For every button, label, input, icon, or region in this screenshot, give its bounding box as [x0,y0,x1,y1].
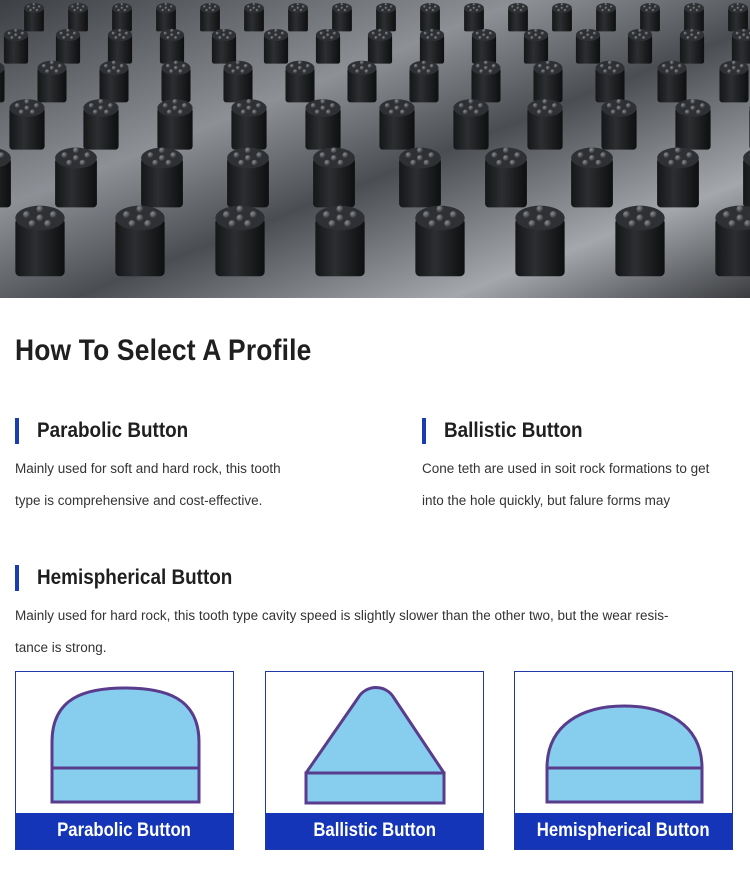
drill-bit-icon [415,205,464,276]
drill-bit-icon [305,99,340,150]
section-description [15,600,745,664]
card-label: Ballistic Button [266,813,483,849]
drill-bit-icon [108,29,132,64]
drill-bit-icon [200,3,220,31]
description-line: into the hole quickly, but falure forms may [422,493,671,508]
section-hemispherical [15,565,745,664]
drill-bit-icon [715,205,750,276]
drill-bit-icon [719,61,748,103]
drill-bit-icon [515,205,564,276]
description-line: tance is strong. [15,640,107,655]
drill-bit-icon [368,29,392,64]
drill-bit-icon [596,3,616,31]
drill-bit-icon [485,147,527,207]
drill-bit-icon [56,29,80,64]
drill-bit-icon [615,205,664,276]
drill-bit-icon [215,205,264,276]
drill-bit-icon [533,61,562,103]
drill-bit-icon [640,3,660,31]
drill-bit-icon [571,147,613,207]
drill-bit-icon [409,61,438,103]
page-title: How To Select A Profile [15,334,312,367]
parabolic-profile-icon [16,672,235,815]
drill-bit-icon [0,61,5,103]
drill-bit-icon [227,147,269,207]
drill-bit-icon [601,99,636,150]
drill-bit-icon [244,3,264,31]
drill-bit-icon [141,147,183,207]
drill-bit-icon [657,147,699,207]
section-title: Parabolic Button [37,419,189,442]
drill-bit-icon [743,147,750,207]
drill-bit-icon [332,3,352,31]
drill-bit-icon [420,29,444,64]
description-line: Cone teth are used in soit rock formations to get [422,461,710,476]
drill-bit-icon [285,61,314,103]
drill-bits-photo [0,0,750,298]
hemispherical-profile-icon [515,672,734,815]
drill-bit-icon [313,147,355,207]
card-parabolic [15,671,234,850]
drill-bit-icon [471,61,500,103]
drill-bit-icon [347,61,376,103]
drill-bit-icon [399,147,441,207]
card-ballistic [265,671,484,850]
drill-bit-icon [675,99,710,150]
card-label: Parabolic Button [16,813,233,849]
section-parabolic [15,418,345,517]
section-ballistic [422,418,742,517]
drill-bit-icon [315,205,364,276]
section-description [422,453,742,517]
accent-bar [15,418,19,444]
hero-image [0,0,750,298]
drill-bit-icon [376,3,396,31]
drill-bit-icon [453,99,488,150]
section-header [15,565,745,595]
accent-bar [422,418,426,444]
drill-bit-icon [576,29,600,64]
drill-bit-icon [379,99,414,150]
drill-bit-icon [112,3,132,31]
drill-bit-icon [316,29,340,64]
description-line: type is comprehensive and cost-effective. [15,493,263,508]
drill-bit-icon [4,29,28,64]
drill-bit-icon [420,3,440,31]
card-hemispherical [514,671,733,850]
drill-bit-icon [115,205,164,276]
drill-bit-icon [472,29,496,64]
drill-bit-icon [24,3,44,31]
section-header [422,418,742,448]
drill-bit-icon [732,29,750,64]
drill-bit-icon [37,61,66,103]
drill-bit-icon [9,99,44,150]
drill-bit-icon [83,99,118,150]
ballistic-profile-icon [266,672,485,815]
section-header [15,418,345,448]
drill-bit-icon [15,205,64,276]
section-description [15,453,345,517]
card-label: Hemispherical Button [515,813,732,849]
drill-bit-icon [223,61,252,103]
drill-bit-icon [508,3,528,31]
drill-bit-icon [680,29,704,64]
drill-bit-icon [524,29,548,64]
drill-bit-icon [628,29,652,64]
accent-bar [15,565,19,591]
drill-bit-icon [212,29,236,64]
drill-bit-icon [231,99,266,150]
drill-bit-icon [68,3,88,31]
drill-bit-icon [264,29,288,64]
section-title: Ballistic Button [444,419,583,442]
drill-bit-icon [288,3,308,31]
drill-bit-icon [156,3,176,31]
drill-bit-icon [55,147,97,207]
drill-bit-icon [99,61,128,103]
drill-bit-icon [657,61,686,103]
drill-bit-icon [0,147,11,207]
drill-bit-icon [728,3,748,31]
drill-bit-icon [160,29,184,64]
drill-bit-icon [595,61,624,103]
section-title: Hemispherical Button [37,566,233,589]
drill-bit-icon [161,61,190,103]
description-line: Mainly used for soft and hard rock, this tooth [15,461,281,476]
drill-bit-icon [464,3,484,31]
drill-bit-icon [684,3,704,31]
drill-bit-icon [552,3,572,31]
drill-bit-icon [157,99,192,150]
description-line: Mainly used for hard rock, this tooth type cavity speed is slightly slower than the other two, but the wear resis- [15,608,669,623]
drill-bit-icon [527,99,562,150]
